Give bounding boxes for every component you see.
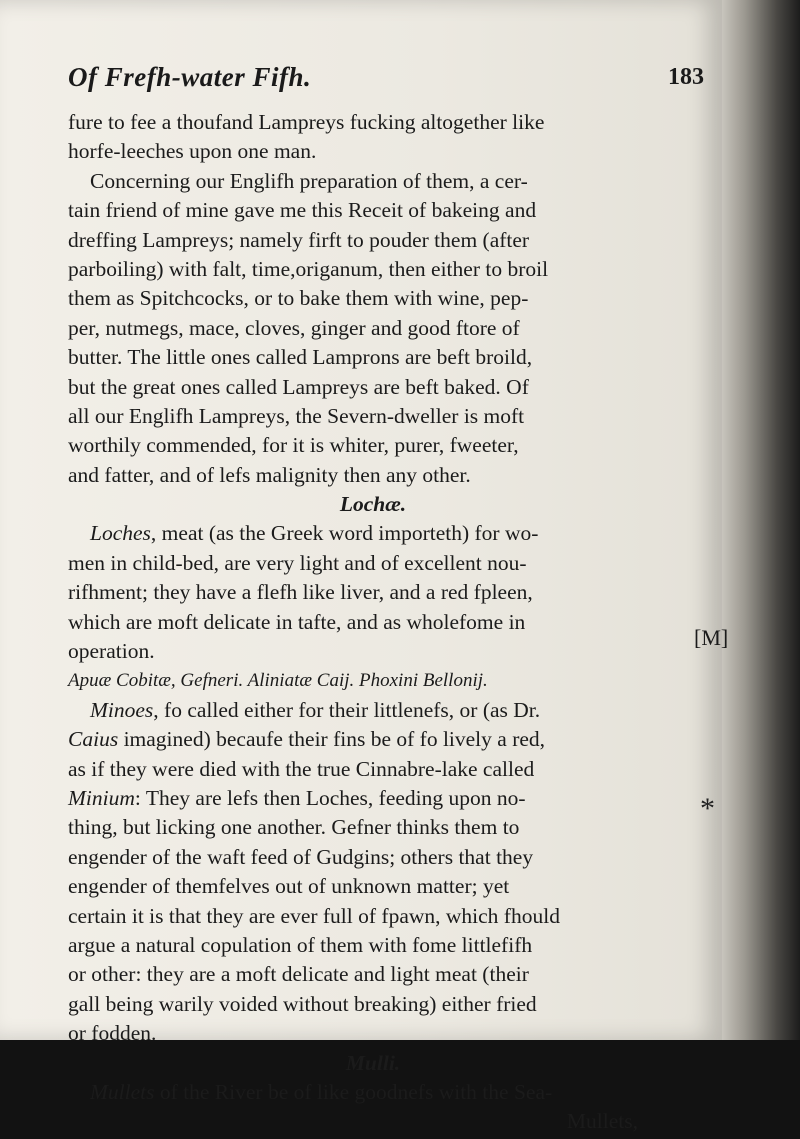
text-line: operation. <box>68 639 155 664</box>
text-line: per, nutmegs, mace, cloves, ginger and good ftore of <box>68 315 520 340</box>
text-line: Caius imagined) becaufe their fins be of fo lively a red, <box>68 727 546 752</box>
text-line: Mulli. <box>345 1050 401 1075</box>
text-line: Mullets, <box>566 1109 638 1134</box>
text-line: but the great ones called Lampreys are beft baked. Of <box>68 374 529 399</box>
text-line: argue a natural copulation of them with fome littlefifh <box>68 932 533 957</box>
text-line: all our Englifh Lampreys, the Severn-dweller is moft <box>68 403 525 428</box>
text-line: worthily commended, for it is whiter, purer, fweeter, <box>68 433 519 458</box>
margin-note: [M] <box>694 625 729 650</box>
text-line: certain it is that they are ever full of fpawn, which fhould <box>68 903 560 928</box>
body-text <box>68 108 678 1137</box>
text-line: Mullets of the River be of like goodnefs with the Sea- <box>90 1079 553 1104</box>
italic-term: Caius <box>68 727 119 752</box>
running-title: Of Frefh-water Fifh. <box>68 62 312 92</box>
text-line: Apuæ Cobitæ, Gefneri. Aliniatæ Caij. Phoxini Bellonij. <box>68 670 488 692</box>
page-header <box>0 62 722 102</box>
text-line: engender of the waft feed of Gudgins; others that they <box>68 844 534 869</box>
text-line: Minoes, fo called either for their littlenefs, or (as Dr. <box>90 697 541 722</box>
text-line: parboiling) with falt, time,origanum, then either to broil <box>68 256 549 281</box>
italic-term: Mullets <box>90 1079 155 1104</box>
page-number: 183 <box>668 64 704 90</box>
text-line: horfe-leeches upon one man. <box>68 139 317 164</box>
margin-asterisk: * <box>700 792 715 825</box>
text-line: tain friend of mine gave me this Receit of bakeing and <box>68 198 537 223</box>
italic-term: Loches <box>90 521 151 546</box>
text-line: butter. The little ones called Lamprons are beft broild, <box>68 345 533 370</box>
text-line: and fatter, and of lefs malignity then any other. <box>68 462 471 487</box>
text-line: or other: they are a moft delicate and light meat (their <box>68 962 529 987</box>
italic-term: Minoes <box>90 697 154 722</box>
text-line: engender of themfelves out of unknown matter; yet <box>68 874 510 899</box>
text-line: which are moft delicate in tafte, and as wholefome in <box>68 609 526 634</box>
text-line: men in child-bed, are very light and of excellent nou- <box>68 550 527 575</box>
text-line: thing, but licking one another. Gefner thinks them to <box>68 815 520 840</box>
text-line: or fodden. <box>68 1021 157 1046</box>
text-line: dreffing Lampreys; namely firft to pouder them (after <box>68 227 530 252</box>
book-gutter <box>722 0 800 1040</box>
text-line: them as Spitchcocks, or to bake them with wine, pep- <box>68 286 529 311</box>
text-line: Lochæ. <box>339 492 407 517</box>
text-line: as if they were died with the true Cinnabre-lake called <box>68 756 535 781</box>
text-line: Concerning our Englifh preparation of them, a cer- <box>90 168 528 193</box>
text-line: Loches, meat (as the Greek word importeth) for wo- <box>90 521 539 546</box>
text-line: Minium: They are lefs then Loches, feeding upon no- <box>68 785 526 810</box>
text-line: gall being warily voided without breaking) either fried <box>68 991 537 1016</box>
text-line: rifhment; they have a flefh like liver, and a red fpleen, <box>68 580 533 605</box>
italic-term: Minium <box>68 785 135 810</box>
text-line: fure to fee a thoufand Lampreys fucking altogether like <box>68 110 545 134</box>
